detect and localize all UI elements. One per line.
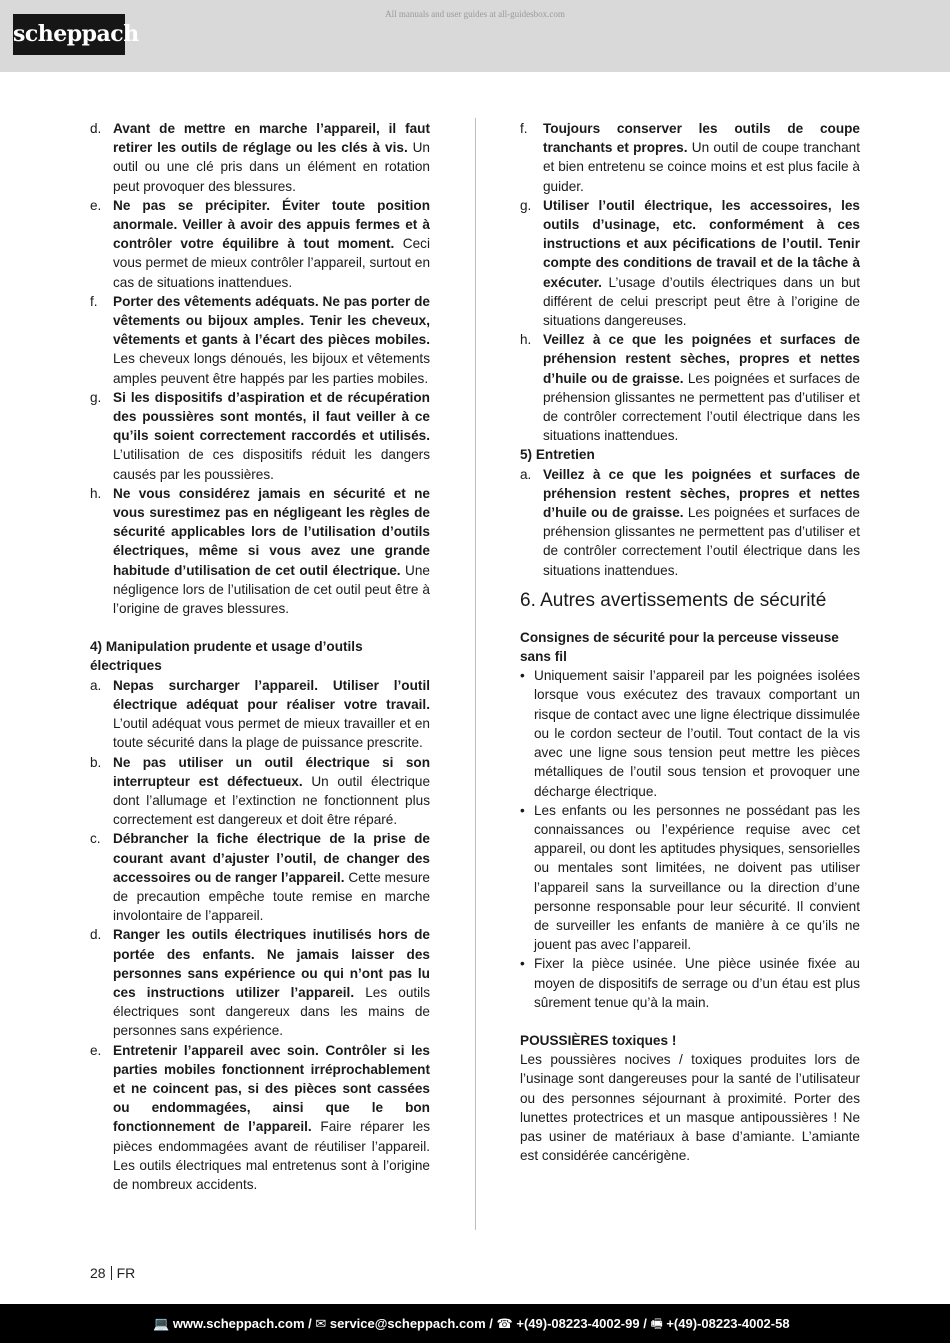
item-bold-text: Ne vous considérez jamais en sécurité et ne vous surestimez pas en négligeant les règles de sécurité applicables lors de l’utilisation d’outils électriques, même si vous avez une grande habitude d’utilisation de cet outil électrique. (113, 485, 430, 578)
left-column (90, 119, 430, 1194)
list-item (90, 925, 430, 1040)
item-bold-text: Toujours conserver les outils de coupe tranchants et propres. (543, 121, 860, 156)
item-bold-text: Ne pas se précipiter. Éviter toute position anormale. Veiller à avoir des appuis fermes et à contrôler votre équilibre à tout moment. (113, 197, 430, 252)
page-separator (111, 1266, 112, 1280)
page-number-value: 28 (90, 1265, 106, 1281)
list-item (520, 330, 860, 445)
item-normal-text: Une négligence lors de l’utilisation de cet outil peut être à l’origine de graves blessures. (113, 562, 430, 617)
item-bold-text: Nepas surcharger l’appareil. Utiliser l’outil électrique adéquat pour réaliser votre travail. (113, 677, 430, 712)
brand-logo: scheppach (13, 14, 125, 55)
right-items (520, 119, 860, 445)
list-item (90, 829, 430, 925)
bullet-icon: • (520, 802, 525, 818)
item-bold-text: Veillez à ce que les poignées et surfaces de préhension restent sèches, propres et nettes d’huile ou de graisse. (543, 466, 860, 521)
item-normal-text: Les poignées et surfaces de préhension glissantes ne permettent pas d’utiliser et de contrôler correctement l’outil électrique dans les situations inattendues. (543, 505, 860, 578)
item-normal-text: L’utilisation de ces dispositifs réduit les dangers causés par les poussières. (113, 447, 430, 482)
column-divider (475, 118, 476, 1230)
bullet-text: Uniquement saisir l’appareil par les poignées isolées lorsque vous exécutez des travaux comportant un risque de contact avec une ligne électrique dissimulée ou le cordon secteur de l’outil. Tout contact de la vis avec une ligne sous tension peut mettre les pièces métalliques de l’outil sous tension et provoquer une décharge électrique. (534, 668, 860, 799)
consignes-title: Consignes de sécurité pour la perceuse visseuse sans fil (520, 629, 839, 665)
left-items (90, 119, 430, 618)
list-item (90, 484, 430, 618)
mail-icon: ✉ (315, 1316, 327, 1331)
bullet-icon: • (520, 956, 525, 972)
bullet-item (520, 801, 860, 955)
item-marker: f. (520, 121, 528, 136)
item-bold-text: Entretenir l’appareil avec soin. Contrôler si les parties mobiles fonctionnent irréprochablement et ne coincent pas, si des pièces sont cassées ou endommagées, ainsi que le bon fonctionnement de l’appareil. (113, 1042, 430, 1135)
footer-bar: 💻 www.scheppach.com / ✉ service@scheppach.com / ☎ +(49)-08223-4002-99 / 🖷 +(49)-08223-4002-58 (0, 1304, 950, 1343)
header-bar (0, 0, 950, 72)
list-item (90, 753, 430, 830)
item-marker: h. (90, 485, 102, 501)
list-item (90, 292, 430, 388)
poussieres-title: POUSSIÈRES toxiques ! (520, 1032, 677, 1048)
item-text (113, 753, 430, 830)
item-text (113, 388, 430, 484)
list-item (90, 676, 430, 753)
item-text (543, 330, 860, 445)
item-normal-text: Ceci vous permet de mieux contrôler l’appareil, surtout en cas de situations inattendues. (113, 236, 430, 290)
section-4-items (90, 676, 430, 1194)
item-bold-text: Avant de mettre en marche l’appareil, il faut retirer les outils de réglage ou les clés à vis. (113, 121, 430, 156)
section-6-heading: 6. Autres avertissements de sécurité (520, 589, 827, 611)
list-item (520, 465, 860, 580)
item-marker: g. (90, 389, 102, 405)
footer-email[interactable]: service@scheppach.com (329, 1316, 486, 1331)
item-bold-text: Veillez à ce que les poignées et surfaces de préhension restent sèches, propres et nettes d’huile ou de graisse. (543, 332, 860, 386)
phone-icon: ☎ (496, 1316, 513, 1331)
item-marker: g. (520, 197, 532, 213)
item-text (113, 484, 430, 618)
section-5-title: 5) Entretien (520, 447, 595, 463)
fax-icon: 🖷 (650, 1316, 663, 1331)
footer-fax: +(49)-08223-4002-58 (666, 1316, 790, 1331)
poussieres-text: Les poussières nocives / toxiques produites lors de l’usinage sont dangereuses pour la santé de l’utilisateur ou des personnes séjournant à proximité. Porter des lunettes protectrices et un masque antipoussières ! Ne pas usiner de matériaux à base d’amiante. L’amiante est considérée cancérigène. (520, 1052, 860, 1164)
item-marker: d. (90, 927, 102, 943)
list-item (90, 119, 430, 196)
item-text (543, 119, 860, 196)
bullet-item (520, 954, 860, 1012)
item-text (113, 196, 430, 292)
item-normal-text: Les cheveux longs dénoués, les bijoux et vêtements amples peuvent être happés par les parties mobiles. (113, 351, 430, 386)
item-bold-text: Si les dispositifs d’aspiration et de récupération des poussières sont montés, il faut veiller à ce qu’ils soient correctement raccordés et utilisés. (113, 389, 430, 444)
list-item (90, 388, 430, 484)
footer-phone: +(49)-08223-4002-99 (516, 1316, 640, 1331)
bullet-list (520, 666, 860, 1012)
list-item (90, 196, 430, 292)
item-normal-text: Les poignées et surfaces de préhension glissantes ne permettent pas d’utiliser et de contrôler correctement l’outil électrique dans les situations inattendues. (543, 370, 860, 444)
item-text (113, 292, 430, 388)
item-normal-text: Cette mesure de precaution empêche toute remise en marche involontaire de l’appareil. (113, 869, 430, 924)
item-bold-text: Ne pas utiliser un outil électrique si son interrupteur est défectueux. (113, 754, 430, 789)
item-marker: e. (90, 197, 102, 213)
item-bold-text: Porter des vêtements adéquats. Ne pas porter de vêtements ou bijoux amples. Tenir les cheveux, vêtements et gants à l’écart des pièces mobiles. (113, 293, 430, 348)
item-marker: d. (90, 121, 102, 136)
section-5-items (520, 465, 860, 580)
section-4-title: 4) Manipulation prudente et usage d’outils électriques (90, 639, 363, 674)
item-text (113, 925, 430, 1040)
computer-icon: 💻 (153, 1316, 170, 1331)
item-bold-text: Ranger les outils électriques inutilisés hors de portée des enfants. Ne jamais laisser des personnes sans expérience ou qui n’ont pas lu ces instructions utilizer l’appareil. (113, 927, 430, 1000)
item-normal-text: Un outil ou une clé pris dans un élément en rotation peut provoquer des blessures. (113, 140, 430, 194)
item-bold-text: Utiliser l’outil électrique, les accessoires, les outils d’usinage, etc. conformément à ces instructions et aux pécifications de l’outil. Tenir compte des conditions de travail et de la tâche à exécuter. (543, 197, 860, 290)
page-number (90, 1265, 135, 1281)
item-bold-text: Débrancher la fiche électrique de la prise de courant avant d’ajuster l’outil, de changer des accessoires ou de ranger l’appareil. (113, 831, 430, 885)
item-text (113, 676, 430, 753)
item-marker: e. (90, 1042, 102, 1058)
list-item (520, 119, 860, 196)
page-language: FR (116, 1265, 136, 1281)
list-item (520, 196, 860, 330)
right-column (520, 119, 860, 1165)
item-normal-text: Les outils électriques sont dangereux dans les mains de personnes sans expérience. (113, 984, 430, 1039)
item-marker: a. (90, 677, 102, 693)
item-text (543, 196, 860, 330)
item-normal-text: L’outil adéquat vous permet de mieux travailler et en toute sécurité dans la plage de puissance prescrite. (113, 716, 430, 751)
item-marker: b. (90, 754, 102, 770)
item-normal-text: Faire réparer les pièces endommagées avant de réutiliser l’appareil. Les outils électriques mal entretenus sont à l’origine de nombreux accidents. (113, 1119, 431, 1192)
item-normal-text: Un outil de coupe tranchant et bien entretenu se coince moins et est plus facile à guider. (543, 140, 860, 194)
watermark-text: All manuals and user guides at all-guidesbox.com (385, 9, 565, 19)
item-marker: c. (90, 831, 101, 847)
item-text (113, 119, 430, 196)
item-marker: a. (520, 466, 532, 482)
item-text (113, 1041, 430, 1195)
item-normal-text: Un outil électrique dont l’allumage et l’extinction ne fonctionnent plus correctement est dangereux et doit être réparé. (113, 773, 431, 828)
footer-website[interactable]: www.scheppach.com (172, 1316, 305, 1331)
item-normal-text: L’usage d’outils électriques dans un but différent de celui prescript peut être à l’origine de situations dangereuses. (543, 274, 860, 329)
bullet-item (520, 666, 860, 800)
bullet-text: Fixer la pièce usinée. Une pièce usinée fixée au moyen de dispositifs de serrage ou d’un étau est plus sûrement tenue qu’à la main. (534, 956, 860, 1010)
list-item (90, 1041, 430, 1195)
item-marker: h. (520, 332, 532, 348)
item-text (543, 465, 860, 580)
bullet-text: Les enfants ou les personnes ne possédant pas les connaissances ou l’expérience requise avec cet appareil, ou dont les aptitudes physiques, sensorielles ou mentales sont limitées, ne doivent pas utiliser l’appareil sans la surveillance ou la direction d’une personne responsable pour leur sécurité. Il convient de surveiller les enfants de manière à ce qu’ils ne jouent pas avec l’appareil. (534, 802, 860, 953)
item-marker: f. (90, 293, 98, 309)
bullet-icon: • (520, 668, 525, 684)
item-text (113, 829, 430, 925)
